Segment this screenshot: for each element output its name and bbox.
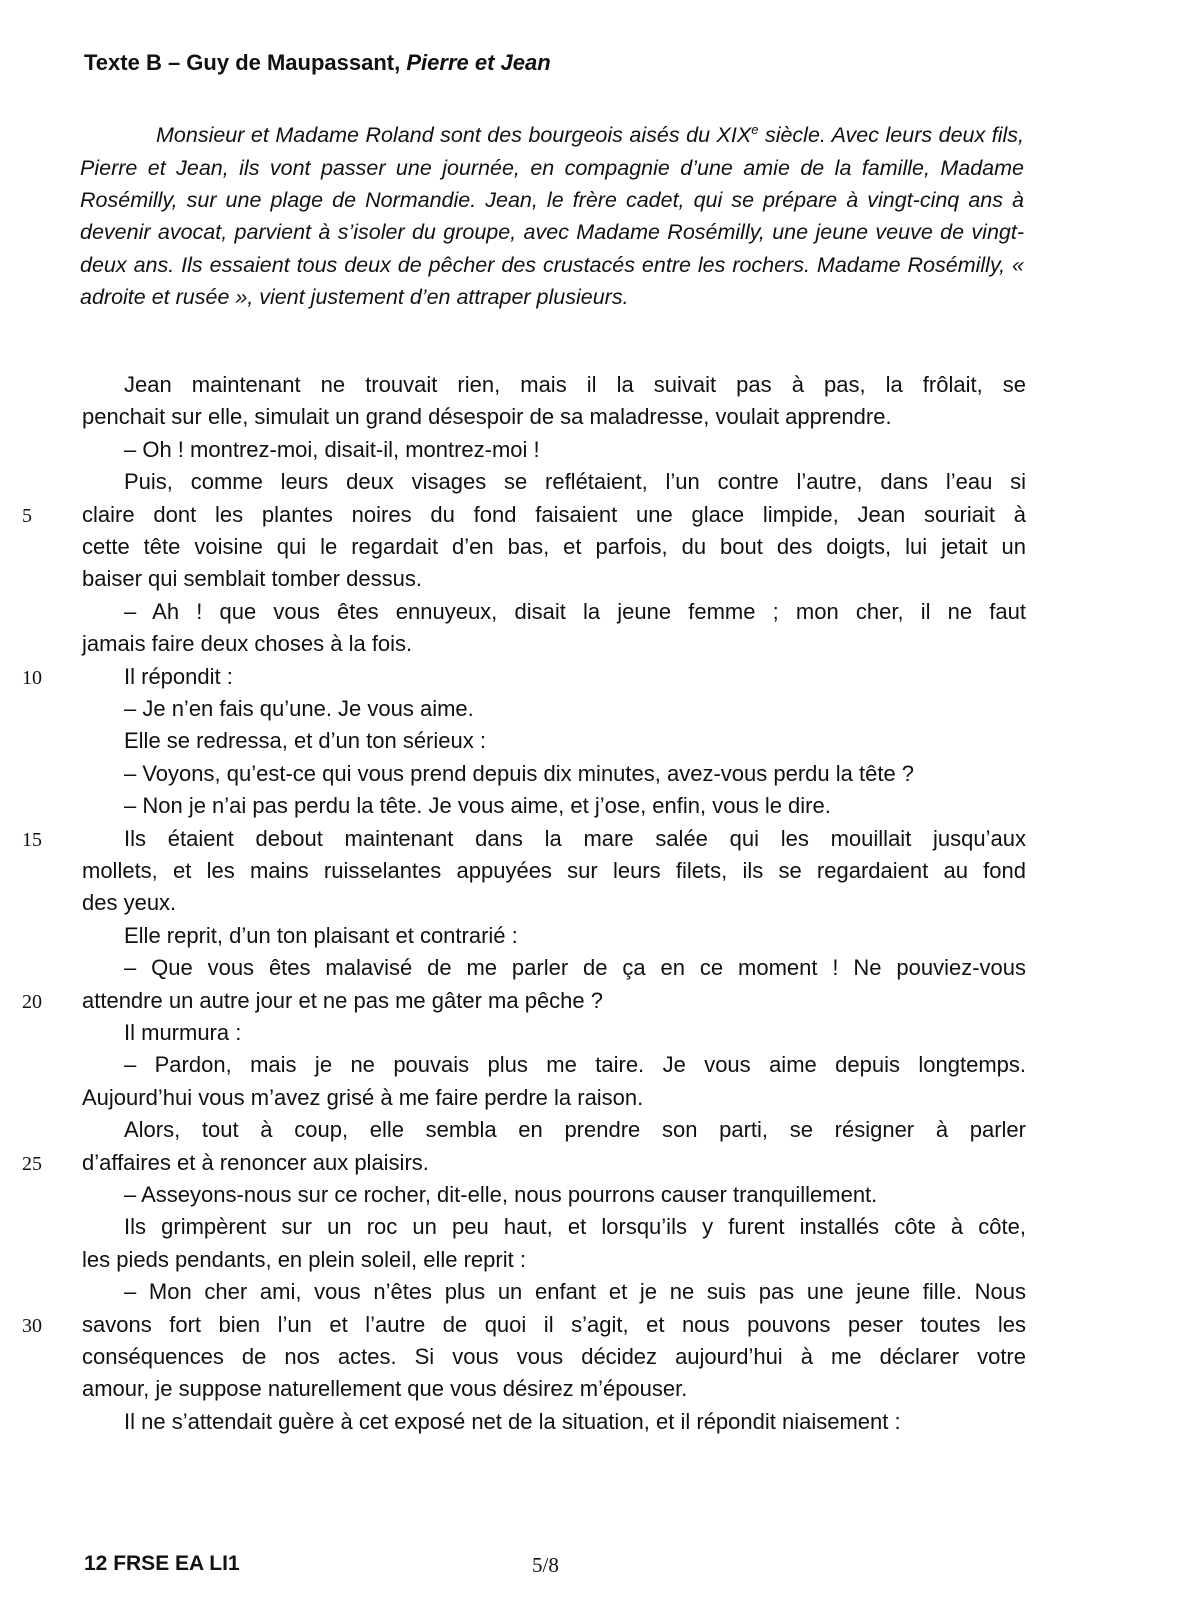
text-line: – Mon cher ami, vous n’êtes plus un enfant et je ne suis pas une jeune fille. Nous (124, 1279, 1026, 1304)
text-line: Il répondit : (124, 664, 233, 689)
title-work: Pierre et Jean (406, 50, 551, 75)
text-line: penchait sur elle, simulait un grand désespoir de sa maladresse, voulait apprendre. (82, 404, 892, 429)
intro-superscript: e (751, 122, 759, 137)
line-number: 30 (22, 1315, 42, 1337)
line-number: 15 (22, 829, 42, 851)
line-number: 10 (22, 667, 42, 689)
text-line: conséquences de nos actes. Si vous vous décidez aujourd’hui à me déclarer votre (82, 1344, 1026, 1369)
intro-part-2: siècle. Avec leurs deux fils, Pierre et Jean, ils vont passer une journée, en compagnie d’une amie de la famille, Madame Rosémilly, sur une plage de Normandie. Jean, le frère cadet, qui se prépare à vingt-cinq ans à devenir avocat, parvient à s’isoler du groupe, avec Madame Rosémilly, une jeune veuve de vingt-deux ans. Ils essaient tous deux de pêcher des crustacés entre les rochers. Madame Rosémilly, « adroite et rusée », vient justement d’en attraper plusieurs. (80, 123, 1024, 310)
text-line: cette tête voisine qui le regardait d’en bas, et parfois, du bout des doigts, lui jetait un (82, 534, 1026, 559)
text-line: savons fort bien l’un et l’autre de quoi il s’agit, et nous pouvons peser toutes les (82, 1312, 1026, 1337)
title-label: Texte B – Guy de Maupassant, (84, 50, 407, 75)
text-line: Elle reprit, d’un ton plaisant et contrarié : (124, 923, 518, 948)
text-line: les pieds pendants, en plein soleil, elle reprit : (82, 1247, 526, 1272)
text-line: amour, je suppose naturellement que vous désirez m’épouser. (82, 1376, 688, 1401)
text-line: jamais faire deux choses à la fois. (82, 631, 413, 656)
text-line: Il ne s’attendait guère à cet exposé net de la situation, et il répondit niaisement : (124, 1409, 901, 1434)
text-line: d’affaires et à renoncer aux plaisirs. (82, 1150, 429, 1175)
text-line: Puis, comme leurs deux visages se reflétaient, l’un contre l’autre, dans l’eau si (124, 469, 1026, 494)
text-line: Ils étaient debout maintenant dans la mare salée qui les mouillait jusqu’aux (124, 826, 1026, 851)
text-line: – Non je n’ai pas perdu la tête. Je vous aime, et j’ose, enfin, vous le dire. (124, 793, 831, 818)
page-number: 5/8 (532, 1553, 559, 1577)
text-line: – Ah ! que vous êtes ennuyeux, disait la jeune femme ; mon cher, il ne faut (124, 599, 1026, 624)
text-line: – Je n’en fais qu’une. Je vous aime. (124, 696, 474, 721)
text-line: Il murmura : (124, 1020, 242, 1045)
text-line: – Voyons, qu’est-ce qui vous prend depuis dix minutes, avez-vous perdu la tête ? (124, 761, 915, 786)
text-line: mollets, et les mains ruisselantes appuyées sur leurs filets, ils se regardaient au fond (82, 858, 1026, 883)
intro-part-1: Monsieur et Madame Roland sont des bourgeois aisés du XIX (156, 123, 752, 148)
text-line: Ils grimpèrent sur un roc un peu haut, et lorsqu’ils y furent installés côte à côte, (124, 1214, 1026, 1239)
text-line: des yeux. (82, 890, 177, 915)
line-number: 25 (22, 1153, 42, 1175)
intro-paragraph (80, 114, 1024, 314)
text-line: – Oh ! montrez-moi, disait-il, montrez-moi ! (124, 437, 540, 462)
text-line: – Pardon, mais je ne pouvais plus me taire. Je vous aime depuis longtemps. (124, 1052, 1026, 1077)
text-line: attendre un autre jour et ne pas me gâter ma pêche ? (82, 988, 603, 1013)
text-line: Elle se redressa, et d’un ton sérieux : (124, 728, 486, 753)
text-line: Jean maintenant ne trouvait rien, mais il la suivait pas à pas, la frôlait, se (124, 372, 1026, 397)
line-number: 5 (22, 505, 32, 527)
text-line: Aujourd’hui vous m’avez grisé à me faire perdre la raison. (82, 1085, 644, 1110)
text-line: Alors, tout à coup, elle sembla en prendre son parti, se résigner à parler (124, 1117, 1026, 1142)
text-line: – Que vous êtes malavisé de me parler de ça en ce moment ! Ne pouviez-vous (124, 955, 1026, 980)
line-number: 20 (22, 991, 42, 1013)
text-line: baiser qui semblait tomber dessus. (82, 566, 422, 591)
text-title (84, 50, 551, 76)
text-line: claire dont les plantes noires du fond faisaient une glace limpide, Jean souriait à (82, 502, 1026, 527)
text-line: – Asseyons-nous sur ce rocher, dit-elle, nous pourrons causer tranquillement. (124, 1182, 878, 1207)
exam-code: 12 FRSE EA LI1 (84, 1552, 240, 1575)
